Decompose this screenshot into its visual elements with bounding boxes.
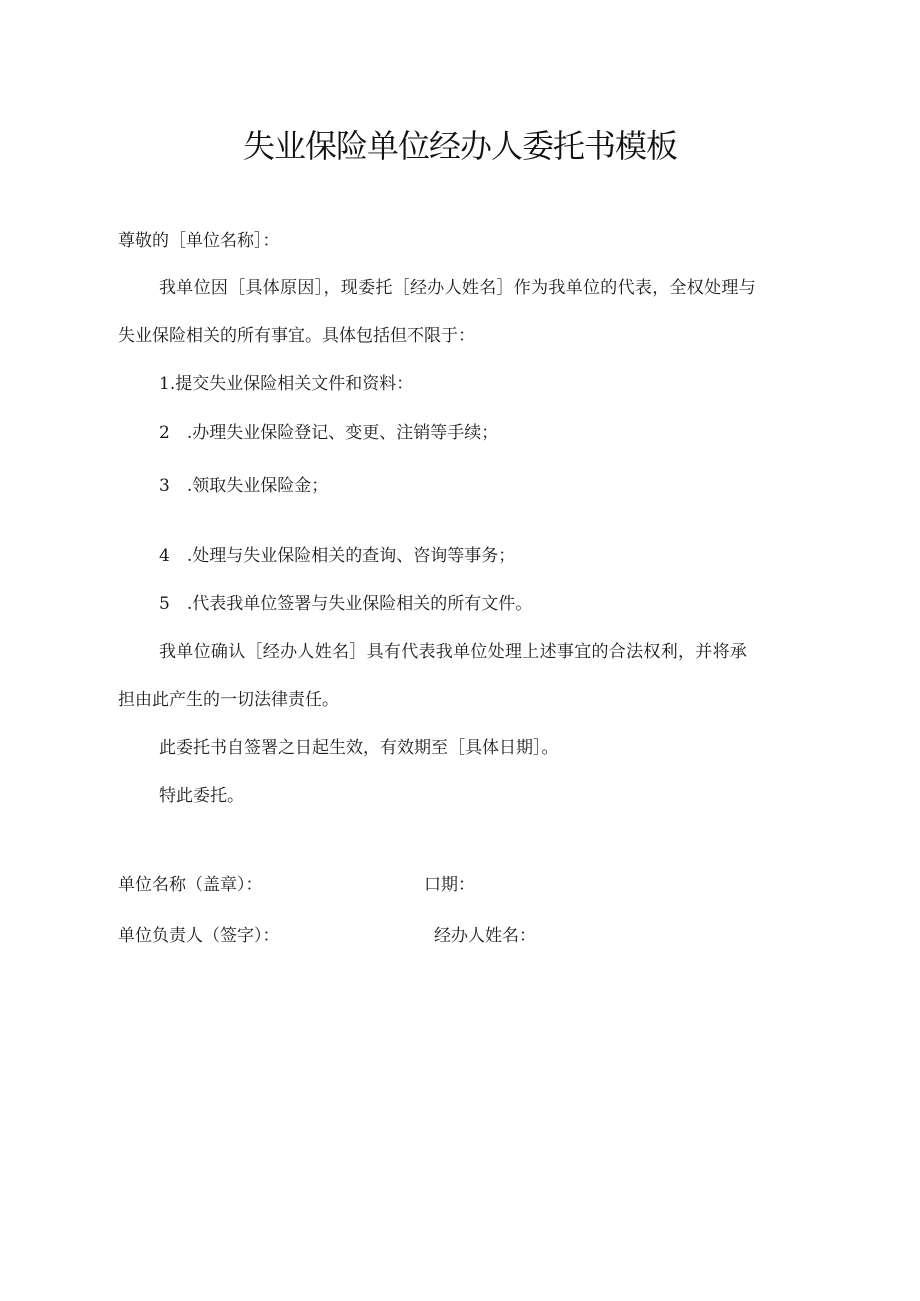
- paragraph-3: 此委托书自签署之日起生效，有效期至［具体日期］。: [159, 738, 559, 758]
- closing: 特此委托。: [159, 786, 244, 806]
- document-title: 失业保险单位经办人委托书模板: [242, 127, 677, 165]
- agent-name-label: 经办人姓名：: [434, 926, 536, 946]
- paragraph-1-line-2: 失业保险相关的所有事宜。具体包括但不限于：: [118, 326, 475, 346]
- list-item: 2 .办理失业保险登记、变更、注销等手续；: [159, 423, 499, 443]
- paragraph-2-line-2: 担由此产生的一切法律责任。: [118, 690, 339, 710]
- unit-name-seal-label: 单位名称（盖章）：: [118, 875, 263, 895]
- list-item: 5 .代表我单位签署与失业保险相关的所有文件。: [159, 594, 533, 614]
- list-item: 3 .领取失业保险金；: [159, 476, 329, 496]
- responsible-person-signature-label: 单位负责人（签字）：: [118, 926, 280, 946]
- list-item: 1.提交失业保险相关文件和资料：: [159, 374, 414, 394]
- paragraph-1-line-1: 我单位因［具体原因］，现委托［经办人姓名］作为我单位的代表，全权处理与: [159, 278, 756, 298]
- paragraph-2-line-1: 我单位确认［经办人姓名］具有代表我单位处理上述事宜的合法权利，并将承: [159, 642, 748, 662]
- salutation: 尊敬的［单位名称］：: [118, 231, 280, 251]
- date-label: 口期：: [424, 875, 475, 895]
- list-item: 4 .处理与失业保险相关的查询、咨询等事务；: [159, 546, 516, 566]
